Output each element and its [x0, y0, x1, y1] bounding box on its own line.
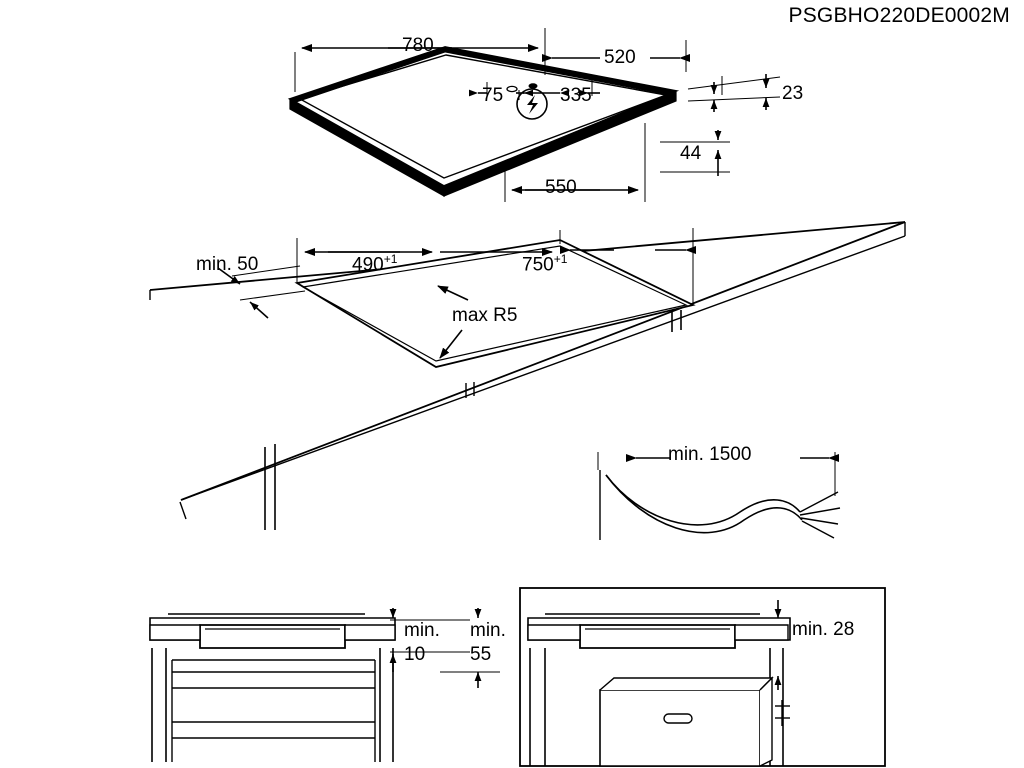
label-frame-drop: 44 — [680, 143, 702, 164]
label-min-gap-10-value: 10 — [404, 644, 426, 665]
section-view-right — [520, 588, 885, 766]
label-min-rear-distance: min. 50 — [196, 254, 259, 275]
hob-perspective-view — [290, 47, 676, 196]
label-hob-inner-width: 550 — [545, 177, 577, 198]
label-min-gap-28: min. 28 — [792, 619, 855, 640]
cutout-depth-tolerance: +1 — [383, 252, 398, 266]
label-hob-thickness: 23 — [782, 83, 804, 104]
label-cable-length: min. 1500 — [668, 444, 752, 465]
cutout-width-tolerance: +1 — [553, 252, 568, 266]
label-min-gap-55-value: 55 — [470, 644, 492, 665]
label-cutout-depth — [352, 253, 397, 275]
label-connection-offset-right: 335 — [560, 85, 592, 106]
label-cutout-width — [522, 253, 567, 275]
label-corner-radius: max R5 — [452, 305, 518, 326]
cable-view — [598, 452, 840, 540]
dimension-hob-thickness — [688, 74, 780, 112]
label-min-gap-10-prefix: min. — [404, 620, 440, 641]
document-code: PSGBHO220DE0002M — [788, 4, 1010, 27]
cutout-depth-value: 490 — [352, 254, 384, 276]
label-hob-depth: 520 — [604, 47, 636, 68]
label-min-gap-55-prefix: min. — [470, 620, 506, 641]
label-hob-width: 780 — [402, 35, 434, 56]
label-connection-offset-left: 75 — [482, 85, 504, 106]
section-view-left — [150, 608, 500, 762]
cutout-width-value: 750 — [522, 254, 554, 276]
